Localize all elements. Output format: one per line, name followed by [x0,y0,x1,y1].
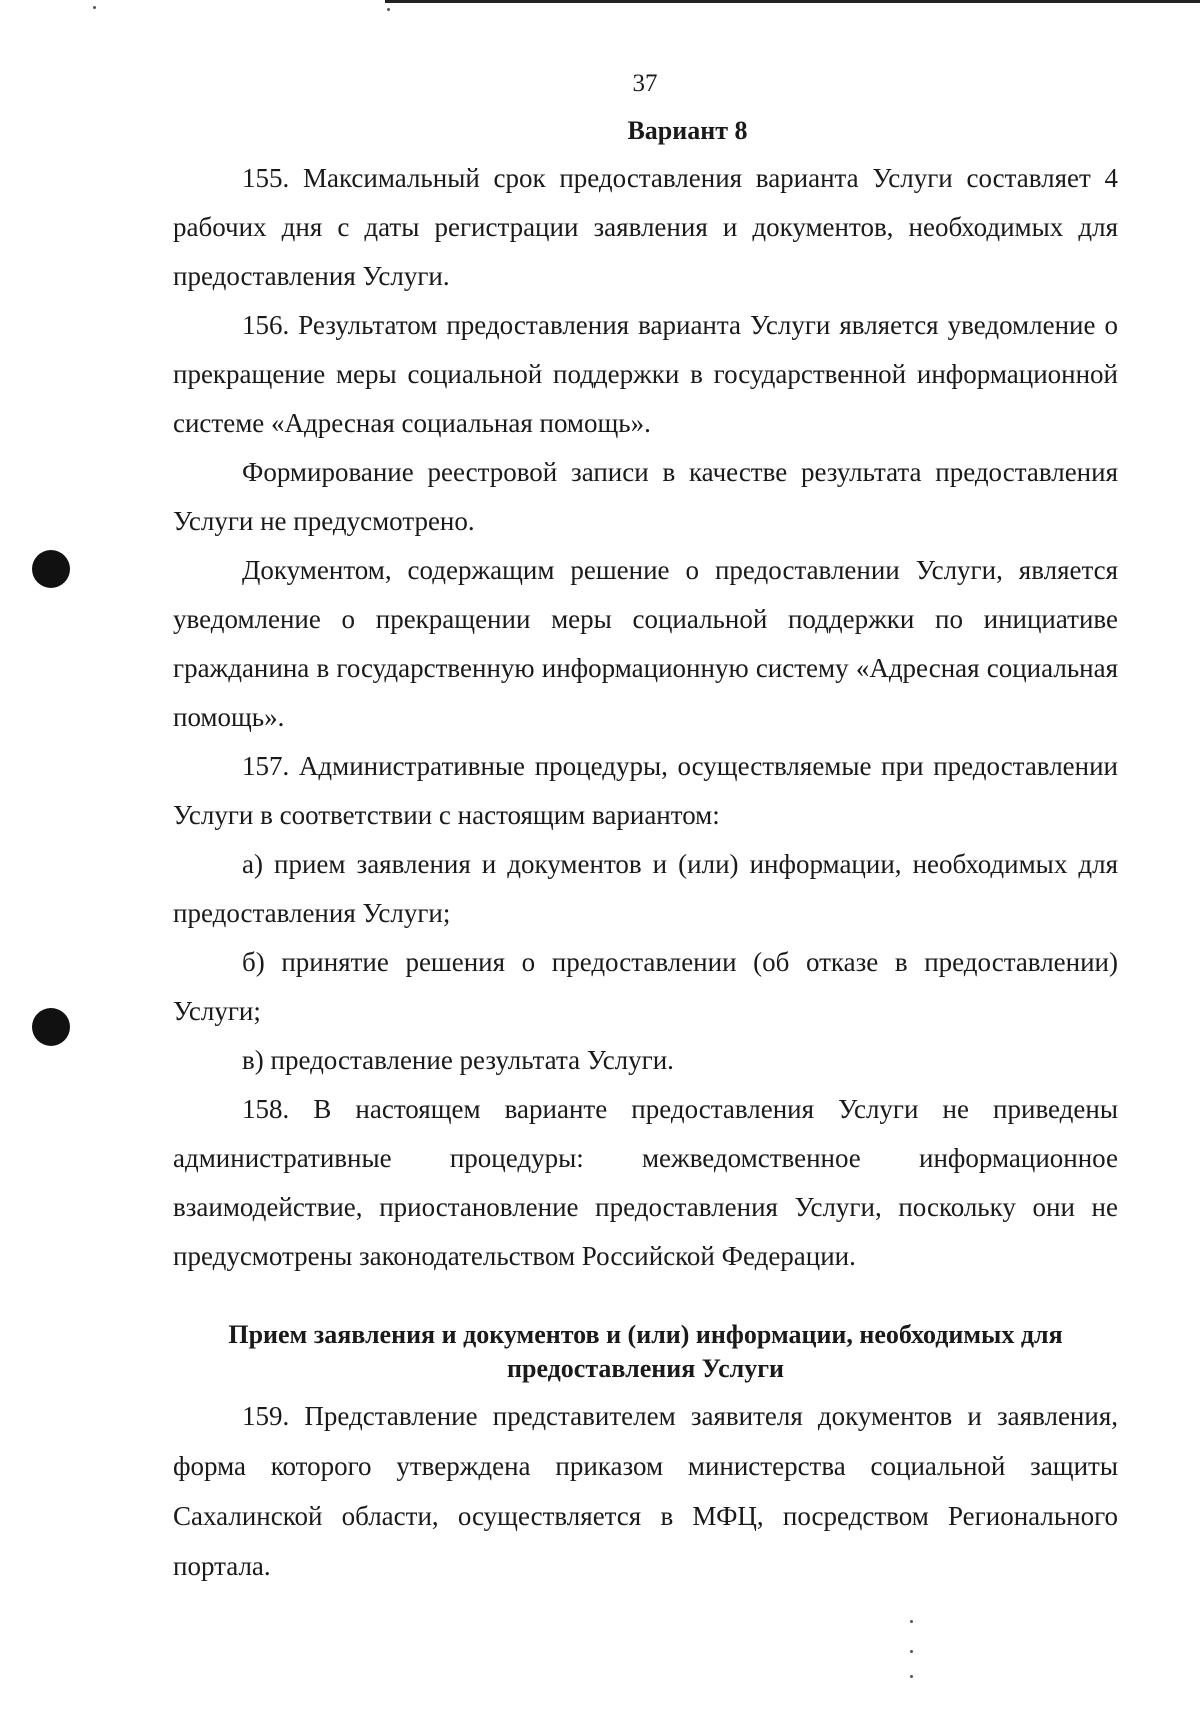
scan-speck [910,1675,913,1678]
paragraph-159: 159. Представление представителем заявителя документов и заявления, форма которого утверждена приказом министерства социальной защиты Сахалинской области, осуществляется в МФЦ, посредством Регионального портала. [173,1401,1118,1581]
paragraph-decision-document: Документом, содержащим решение о предоставлении Услуги, является уведомление о прекращении меры социальной поддержки по инициативе гражданина в государственную информационную систему «Адресная социальная помощь». [173,555,1118,732]
list-item-b: б) принятие решения о предоставлении (об отказе в предоставлении) Услуги; [173,947,1118,1026]
paragraph-157: 157. Административные процедуры, осуществляемые при предоставлении Услуги в соответствии с настоящим вариантом: [173,751,1118,830]
scan-speck [910,1620,913,1623]
section-heading-line-2: предоставления Услуги [507,1354,784,1383]
list-item-v: в) предоставление результата Услуги. [242,1045,674,1075]
paragraph-156: 156. Результатом предоставления варианта Услуги является уведомление о прекращение меры социальной поддержки в государственной информационной системе «Адресная социальная помощь». [173,310,1118,438]
top-edge-line [385,0,1200,3]
variant-heading: Вариант 8 [627,116,748,145]
body-text-block [173,154,1118,1281]
paragraph-155: 155. Максимальный срок предоставления варианта Услуги составляет 4 рабочих дня с даты регистрации заявления и документов, необходимых для предоставления Услуги. [173,163,1118,291]
section-heading-line-1: Прием заявления и документов и (или) информации, необходимых для [228,1320,1063,1349]
punch-hole-bottom [32,1008,70,1046]
scan-speck [910,1650,913,1653]
section-heading [173,1318,1118,1386]
body-text-block-2 [173,1391,1118,1591]
page-number: 37 [632,70,658,97]
paragraph-registry-record: Формирование реестровой записи в качестве результата предоставления Услуги не предусмотрено. [173,457,1118,536]
scan-speck [387,8,390,11]
paragraph-158: 158. В настоящем варианте предоставления Услуги не приведены административные процедуры: межведомственное информационное взаимодействие, приостановление предоставления Услуги, поскольку они не предусмотрены законодательством Российской Федерации. [173,1094,1118,1271]
scan-speck [93,6,96,9]
list-item-a: а) прием заявления и документов и (или) информации, необходимых для предоставления Услуги; [173,849,1118,928]
punch-hole-top [32,550,70,588]
